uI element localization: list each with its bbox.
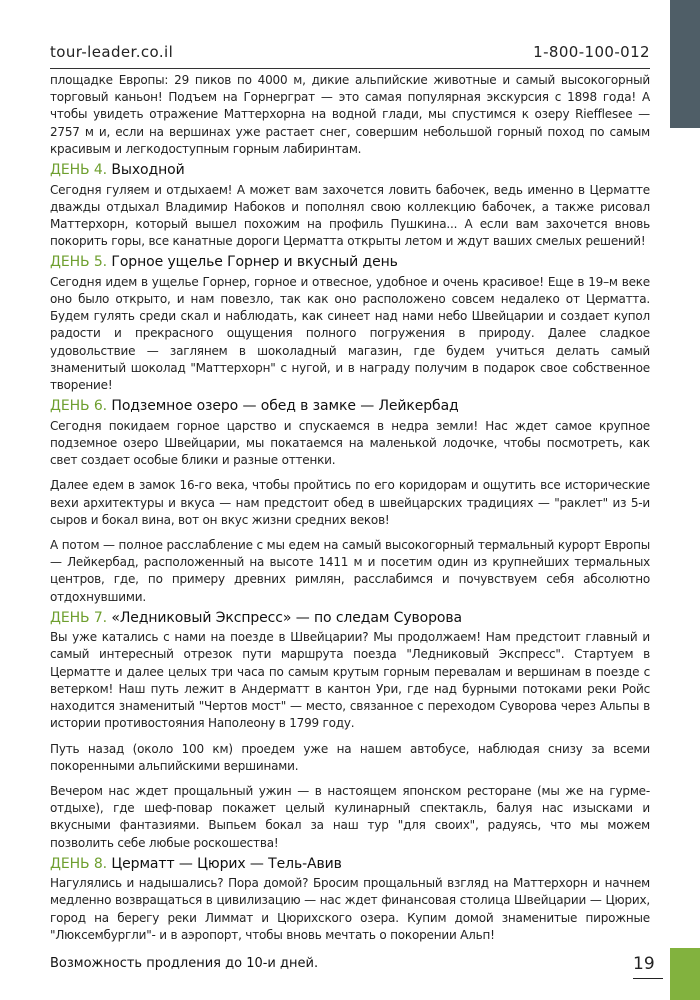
day-section xyxy=(50,854,650,944)
day-section xyxy=(50,608,650,852)
day-heading xyxy=(50,160,650,182)
day-heading xyxy=(50,608,650,630)
page-header xyxy=(50,36,650,69)
intro-paragraph: площадке Европы: 29 пиков по 4000 м, дикие альпийские животные и самый высокогорный торговый каньон! Подъем на Горнерграт — это самая популярная экскурсия с 1898 года! А чтобы увидеть отражение Маттерхорна на водной глади, мы спустимся к озеру Riefflesee — 2757 м и, если на вершинах уже растает снег, совершим небольшой горный поход по самым красивым и легкодоступным горным лабиринтам. xyxy=(50,73,650,156)
day-heading xyxy=(50,252,650,274)
day-paragraph: Далее едем в замок 16-го века, чтобы пройтись по его коридорам и ощутить все исторические вехи архитектуры и вкуса — нам предстоит обед в швейцарских традициях — "раклет" из 5-и сыров и бокал вина, вот он вкус жизни средних веков! xyxy=(50,478,650,527)
day-paragraph: Вы уже катались с нами на поезде в Швейцарии? Мы продолжаем! Нам предстоит главный и самый интересный отрезок пути маршрута поезда "Ледниковый Экспресс". Стартуем в Церматте и далее целых три часа по самым крутым горным перевалам и вершинам в поезде с ветерком! Наш путь лежит в Андерматт в кантон Ури, где над бурными потоками реки Ройс находится знаменитый "Чертов мост" — место, связанное с переходом Суворова через Альпы в истории противостояния Наполеону в 1799 году. xyxy=(50,630,650,731)
phone-number[interactable]: 1-800-100-012 xyxy=(533,43,650,61)
day-title: Горное ущелье Горнер и вкусный день xyxy=(111,254,398,271)
day-paragraph: Сегодня покидаем горное царство и спускаемся в недра земли! Нас ждет самое крупное подземное озеро Швейцарии, мы покатаемся на маленькой лодочке, чтобы посмотреть, как свет создает особые блики и разные оттенки. xyxy=(50,418,650,468)
day-label: ДЕНЬ 6. xyxy=(50,398,108,415)
day-label: ДЕНЬ 4. xyxy=(50,162,108,179)
day-section xyxy=(50,252,650,394)
day-section xyxy=(50,396,650,606)
day-label: ДЕНЬ 7. xyxy=(50,609,108,626)
day-title: Церматт — Цюрих — Тель-Авив xyxy=(111,855,342,872)
extension-note: Возможность продления до 10-и дней. xyxy=(50,956,319,972)
day-title: Подземное озеро — обед в замке — Лейкербад xyxy=(111,398,459,415)
day-label: ДЕНЬ 8. xyxy=(50,855,108,872)
side-bar-green xyxy=(670,948,700,1000)
side-bar-gray xyxy=(670,0,700,128)
website-link[interactable]: tour-leader.co.il xyxy=(50,43,174,61)
day-paragraph: Нагулялись и надышались? Пора домой? Бросим прощальный взгляд на Маттерхорн и начнем медленно возвращаться в цивилизацию — нас ждет финансовая столица Швейцарии — Цюрих, город на берегу реки Лиммат и Цюрихского озера. Купим домой знаменитые пирожные "Люксембургли"- и в аэропорт, чтобы вновь мечтать о покорении Альп! xyxy=(50,876,650,942)
main-content xyxy=(50,72,650,973)
day-paragraph: Путь назад (около 100 км) проедем уже на нашем автобусе, наблюдая снизу за всеми покоренными альпийскими вершинами. xyxy=(50,741,650,773)
page-number: 19 xyxy=(633,954,655,974)
page-number-rule xyxy=(633,978,663,979)
day-title: «Ледниковый Экспресс» — по следам Суворова xyxy=(111,609,463,626)
day-heading xyxy=(50,396,650,418)
day-label: ДЕНЬ 5. xyxy=(50,254,108,271)
day-section xyxy=(50,160,650,250)
day-paragraph: Сегодня идем в ущелье Горнер, горное и отвесное, удобное и очень красивое! Еще в 19–м веке оно было открыто, и нам повезло, так как оно расположено совсем недалеко от Церматта. Будем гулять среди скал и наблюдать, как синеет над нами небо Швейцарии и создает купол радости и прекрасного ощущения полного погружения в природу. Далее сладкое удовольствие — заглянем в шоколадный магазин, где будем учиться делать самый знаменитый шоколад "Маттерхорн" с нугой, и в награду получим в подарок свое собственное творение! xyxy=(50,274,650,393)
day-paragraph: А потом — полное расслабление с мы едем на самый высокогорный термальный курорт Европы — Лейкербад, расположенный на высоте 1411 м и посетим один из крупнейших термальных центров, где, по примеру древних римлян, расслабимся и почувствуем себя абсолютно отдохнувшими. xyxy=(50,537,650,604)
day-paragraph: Вечером нас ждет прощальный ужин — в настоящем японском ресторане (мы же на гурме-отдыхе), где шеф-повар покажет целый кулинарный спектакль, балуя нас изысками и вкусными фантазиями. Выпьем бокал за наш тур "для своих", радуясь, что мы можем позволить себе любые роскошества! xyxy=(50,783,650,850)
day-title: Выходной xyxy=(111,162,185,179)
day-heading xyxy=(50,854,650,876)
day-paragraph: Сегодня гуляем и отдыхаем! А может вам захочется ловить бабочек, ведь именно в Церматте дважды отдыхал Владимир Набоков и пополнял свою коллекцию бабочек, а также рисовал Маттерхорн, который вышел похожим на профиль Пушкина... А если вам захочется вновь покорить горы, все канатные дороги Церматта открыты летом и ждут ваших смелых решений! xyxy=(50,182,650,249)
